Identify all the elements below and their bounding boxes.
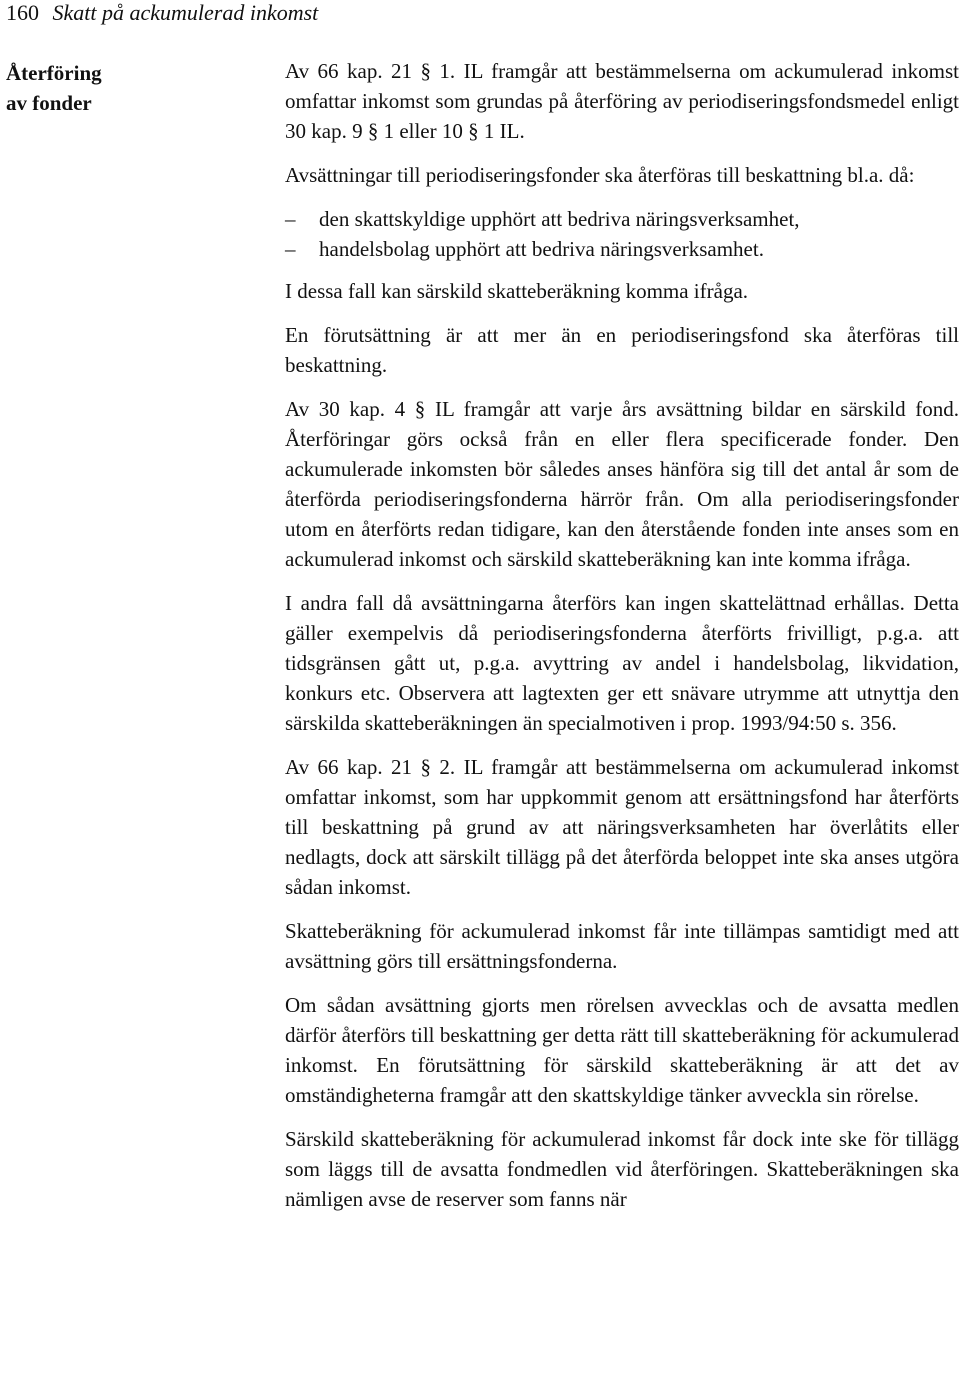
running-header: [6, 0, 318, 26]
paragraph-9: Om sådan avsättning gjorts men rörelsen avvecklas och de avsatta medlen därför återförs till beskattning ger detta rätt till skatteberäkning för ackumulerad inkomst. En förutsättning för särskild skatteberäkning är att det av omständigheterna framgår att den skattskyldige tänker avveckla sin rörelse.: [285, 993, 959, 1107]
list-item-text: handelsbolag upphört att bedriva näringsverksamhet.: [319, 237, 764, 261]
dash-list: [285, 204, 959, 264]
paragraph-8: Skatteberäkning för ackumulerad inkomst får inte tillämpas samtidigt med att avsättning görs till ersättningsfonderna.: [285, 919, 959, 973]
list-item: [285, 234, 959, 264]
paragraph-7: Av 66 kap. 21 § 2. IL framgår att bestämmelserna om ackumulerad inkomst omfattar inkomst, som har uppkommit genom att ersättningsfond har återförts till beskattning på grund av att näringsverksamheten har överlåtits eller nedlagts, dock att särskilt tillägg på det återförda beloppet inte ska anses utgöra sådan inkomst.: [285, 755, 959, 899]
paragraph-4: En förutsättning är att mer än en periodiseringsfond ska återföras till beskattning.: [285, 323, 959, 377]
paragraph-10: Särskild skatteberäkning för ackumulerad inkomst får dock inte ske för tillägg som läggs till de avsatta fondmedlen vid återföringen. Skatteberäkningen ska nämligen avse de reserver som fanns när: [285, 1127, 959, 1211]
dash-marker: –: [285, 237, 296, 261]
list-item: [285, 204, 959, 234]
page-number: 160: [6, 0, 39, 25]
margin-heading: [6, 58, 156, 118]
body-text-column: [285, 56, 959, 1228]
dash-marker: –: [285, 207, 296, 231]
paragraph-3: I dessa fall kan särskild skatteberäkning komma ifråga.: [285, 279, 749, 303]
paragraph-5: Av 30 kap. 4 § IL framgår att varje års avsättning bildar en särskild fond. Återföringar görs också från en eller flera specificerade fonder. Den ackumulerade inkomsten bör således anses hänföra sig till det antal år som de återförda periodiseringsfonderna härrör från. Om alla periodiseringsfonder utom en återförts redan tidigare, kan den återstående fonden inte anses som en ackumulerad inkomst och särskild skatteberäkning kan inte komma ifråga.: [285, 397, 959, 571]
margin-heading-line-1: Återföring: [6, 61, 102, 85]
paragraph-2: Avsättningar till periodiseringsfonder ska återföras till beskattning bl.a. då:: [285, 163, 915, 187]
paragraph-6: I andra fall då avsättningarna återförs kan ingen skattelättnad erhållas. Detta gäller exempelvis då periodiseringsfonderna återförts frivilligt, p.g.a. att tidsgränsen gått ut, p.g.a. avyttring av andel i handelsbolag, likvidation, konkurs etc. Observera att lagtexten ger ett snävare utrymme att utnyttja den särskilda skatteberäkningen än specialmotiven i prop. 1993/94:50 s. 356.: [285, 591, 959, 735]
margin-heading-line-2: av fonder: [6, 91, 92, 115]
paragraph-1: Av 66 kap. 21 § 1. IL framgår att bestämmelserna om ackumulerad inkomst omfattar inkomst som grundas på återföring av periodiseringsfondsmedel enligt 30 kap. 9 § 1 eller 10 § 1 IL.: [285, 59, 959, 143]
chapter-title: Skatt på ackumulerad inkomst: [52, 0, 319, 25]
list-item-text: den skattskyldige upphört att bedriva näringsverksamhet,: [319, 207, 800, 231]
